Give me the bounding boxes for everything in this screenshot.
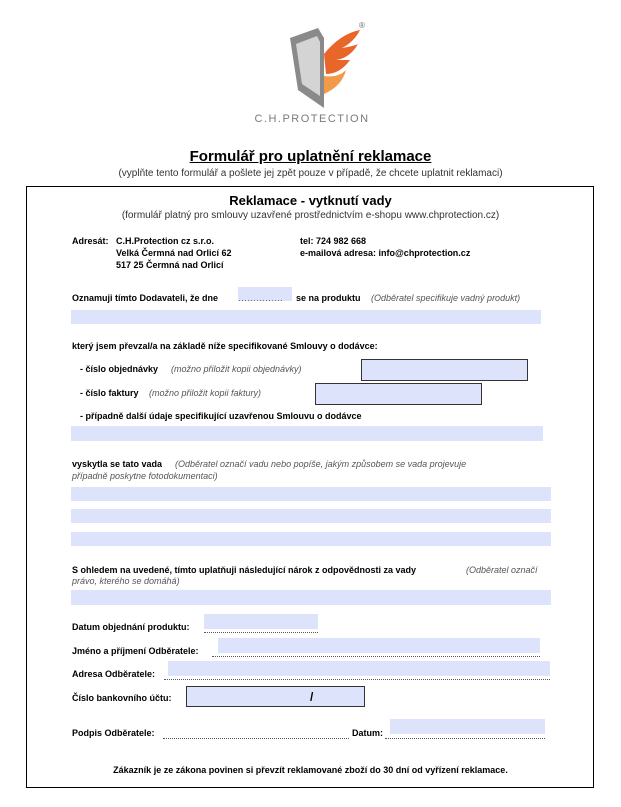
claim-note-line-1: (Odběratel označí — [466, 565, 538, 575]
address-phone: tel: 724 982 668 — [300, 236, 367, 246]
order-number-label: - číslo objednávky — [80, 364, 159, 374]
signature-date-label: Datum: — [352, 728, 383, 738]
brand-logo-icon — [284, 24, 364, 114]
order-number-input[interactable] — [361, 359, 528, 381]
claim-note-line-2: právo, kterého se domáhá) — [72, 576, 180, 586]
claim-input[interactable] — [71, 590, 551, 605]
order-date-input[interactable] — [204, 614, 318, 629]
address-street: Velká Čermná nad Orlicí 62 — [116, 248, 232, 258]
bank-account-label: Číslo bankovního účtu: — [72, 693, 172, 703]
defect-input-line-1[interactable] — [71, 487, 551, 501]
page-title: Formulář pro uplatnění reklamace — [189, 148, 432, 165]
customer-name-input[interactable] — [218, 638, 540, 653]
address-email: e-mailová adresa: info@chprotection.cz — [300, 248, 471, 258]
bank-code-separator: / — [310, 690, 314, 704]
notify-prefix: Oznamuji tímto Dodavateli, že dne — [72, 293, 219, 303]
invoice-number-label: - číslo faktury — [80, 388, 139, 398]
footer-note: Zákazník je ze zákona povinen si převzít reklamované zboží do 30 dní od vyřízení reklamace. — [113, 765, 508, 775]
signature-date-input[interactable] — [390, 719, 545, 734]
address-city: 517 25 Čermná nad Orlicí — [116, 260, 224, 270]
signature-dots — [163, 738, 349, 739]
bank-account-input[interactable] — [186, 686, 365, 707]
other-details-input[interactable] — [71, 426, 543, 441]
notify-note: (Odběratel specifikuje vadný produkt) — [371, 293, 521, 303]
brand-name: C.H.PROTECTION — [254, 113, 370, 125]
claim-label: S ohledem na uvedené, tímto uplatňuji následující nárok z odpovědnosti za vady — [72, 565, 417, 575]
order-date-dots — [204, 632, 318, 633]
signature-date-dots — [385, 738, 545, 739]
customer-address-input[interactable] — [168, 661, 550, 676]
page-subtitle: (vyplňte tento formulář a pošlete jej zpět pouze v případě, že chcete uplatnit reklamaci) — [118, 168, 503, 179]
address-label: Adresát: — [72, 236, 109, 246]
form-subtitle: (formulář platný pro smlouvy uzavřené prostřednictvím e-shopu www.chprotection.cz) — [121, 210, 500, 221]
defect-note-line-1: (Odběratel označí vadu nebo popíše, jakým způsobem se vada projevuje — [175, 459, 467, 469]
contract-line: který jsem převzal/a na základě níže specifikované Smlouvy o dodávce: — [72, 341, 378, 351]
customer-name-dots — [212, 656, 540, 657]
order-date-label: Datum objednání produktu: — [72, 622, 190, 632]
product-input[interactable] — [71, 310, 541, 324]
registered-mark: ® — [359, 21, 365, 30]
defect-input-line-3[interactable] — [71, 532, 551, 546]
signature-label: Podpis Odběratele: — [72, 728, 155, 738]
order-number-note: (možno přiložit kopii objednávky) — [171, 364, 302, 374]
notify-suffix: se na produktu — [296, 293, 361, 303]
invoice-number-input[interactable] — [315, 383, 482, 405]
address-company: C.H.Protection cz s.r.o. — [116, 236, 215, 246]
defect-note-line-2: případně poskytne fotodokumentaci) — [72, 471, 218, 481]
form-title: Reklamace - vytknutí vady — [229, 193, 392, 208]
defect-date-dots: …………… — [238, 293, 283, 303]
customer-address-dots — [164, 679, 550, 680]
customer-name-label: Jméno a příjmení Odběratele: — [72, 646, 199, 656]
customer-address-label: Adresa Odběratele: — [72, 669, 156, 679]
defect-label: vyskytla se tato vada — [72, 459, 163, 469]
other-details-label: - případně další údaje specifikující uzavřenou Smlouvu o dodávce — [80, 411, 362, 421]
defect-input-line-2[interactable] — [71, 509, 551, 523]
invoice-number-note: (možno přiložit kopii faktury) — [149, 388, 262, 398]
